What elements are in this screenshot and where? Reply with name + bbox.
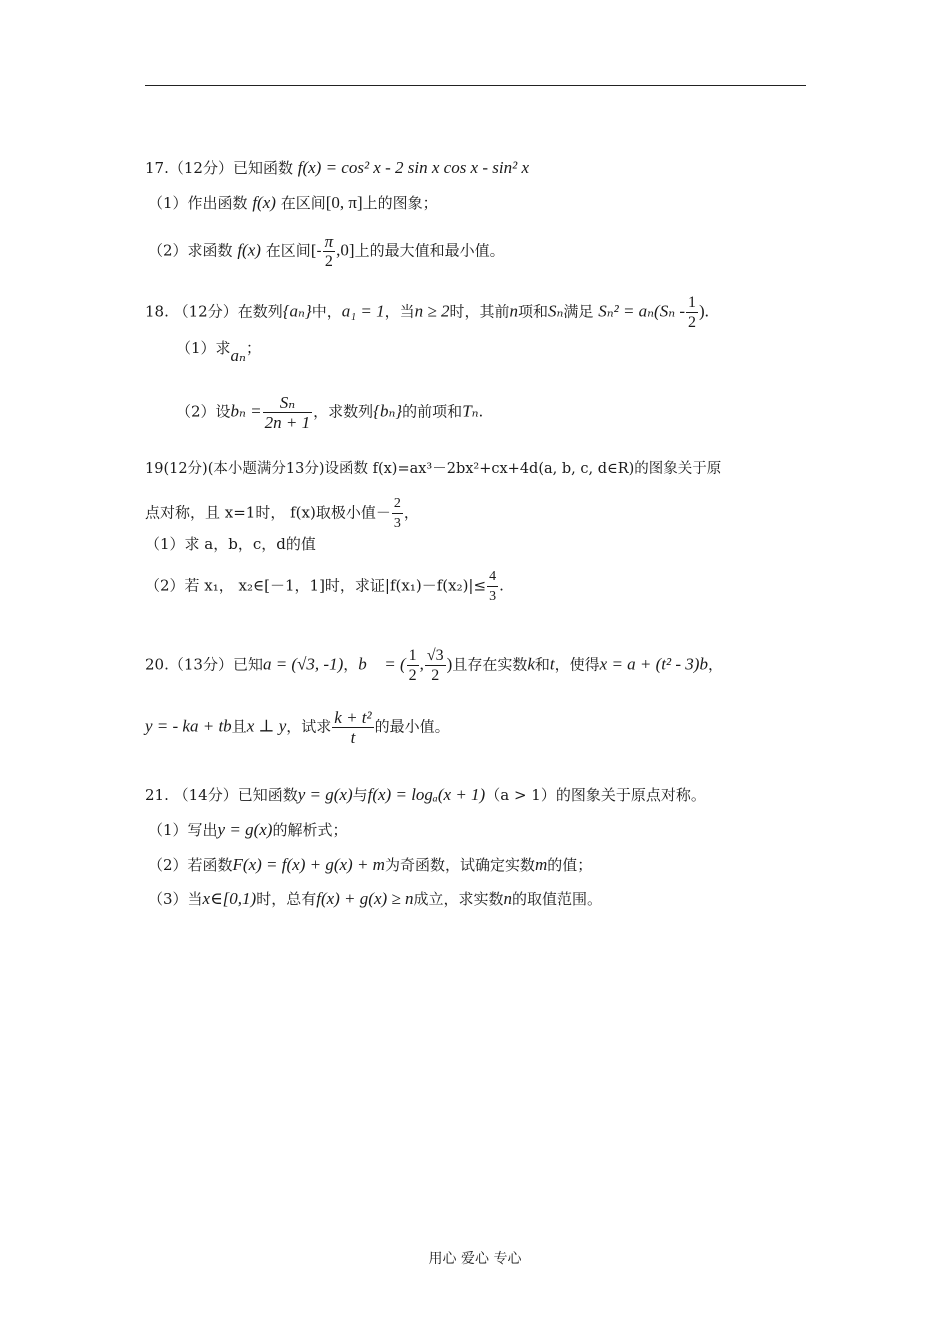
text: 上的最大值和最小值。 bbox=[354, 241, 505, 260]
fraction-denominator: 2 bbox=[431, 667, 440, 684]
problem-18-sub1 bbox=[176, 338, 261, 365]
math-x-range: x∈[0,1) bbox=[202, 889, 257, 908]
problem-17-sub2 bbox=[148, 232, 505, 271]
math-init: a₁ = 1 bbox=[341, 301, 385, 321]
text: ， bbox=[343, 655, 359, 674]
fraction-denominator: t bbox=[350, 728, 356, 747]
math-x-def: x = a + (t² - 3)b bbox=[599, 654, 708, 674]
text: 的图象关于原点对称。 bbox=[555, 786, 706, 804]
fraction-numerator: 1 bbox=[408, 647, 417, 664]
text: ，试求 bbox=[286, 717, 332, 736]
math-cond: （a > 1） bbox=[485, 786, 556, 804]
math-sn: Sₙ bbox=[548, 301, 564, 321]
math-g: y = g(x) bbox=[217, 820, 273, 839]
text: . bbox=[499, 576, 504, 595]
problem-21-label: 21. （14分）已知函数 bbox=[145, 786, 298, 804]
problem-19-line1: 19(12分)(本小题满分13分)设函数 f(x)=ax³－2bx²+cx+4d(a, b, c, d∈R)的图象关于原 bbox=[145, 461, 722, 477]
text: 上的图象； bbox=[362, 194, 438, 212]
problem-20-line2 bbox=[145, 708, 450, 747]
math-f-log: f(x) = logₐ(x + 1) bbox=[367, 785, 486, 804]
math-an: aₙ bbox=[230, 346, 246, 365]
math-sep: , bbox=[419, 654, 424, 674]
math-ineq: f(x) + g(x) ≥ n bbox=[316, 889, 414, 908]
problem-19-line2 bbox=[145, 494, 419, 533]
text: 时，总有 bbox=[256, 890, 317, 908]
text: 且 bbox=[231, 717, 247, 736]
text: 成立，求实数 bbox=[413, 890, 504, 908]
math-m: m bbox=[534, 855, 548, 874]
text: ，使得 bbox=[554, 655, 600, 674]
page-footer: 用心 爱心 专心 bbox=[428, 1251, 522, 1267]
fraction-numerator: Sₙ bbox=[263, 393, 312, 413]
math-perp: x ⊥ y bbox=[246, 716, 287, 736]
header-rule bbox=[145, 85, 806, 86]
problem-17-sub1 bbox=[148, 193, 438, 213]
problem-17-label: 17.（12分）已知函数 bbox=[145, 159, 293, 177]
text: （1）求 bbox=[176, 339, 231, 357]
text: （1）写出 bbox=[148, 821, 218, 839]
text: 点对称，且 x=1时， f(x)取极小值－ bbox=[145, 503, 391, 522]
text: 的取值范围。 bbox=[512, 890, 603, 908]
fraction-numerator: √3 bbox=[426, 647, 444, 664]
math-tail: ,0] bbox=[336, 240, 355, 260]
math-n: n bbox=[509, 301, 518, 321]
text: ， bbox=[707, 655, 723, 674]
fraction-numerator: 2 bbox=[392, 494, 403, 514]
math-g: y = g(x) bbox=[297, 785, 353, 804]
fraction-two-thirds bbox=[392, 494, 403, 533]
math-seq: {aₙ} bbox=[282, 301, 312, 321]
math-interval: [0, π] bbox=[325, 193, 363, 212]
math-fx: f(x) bbox=[252, 193, 276, 212]
text: 项和 bbox=[518, 302, 549, 321]
fraction-quotient bbox=[332, 708, 373, 747]
fraction-numerator: 1 bbox=[688, 294, 697, 311]
text: ，求数列 bbox=[313, 402, 374, 421]
text: ； bbox=[245, 339, 261, 357]
problem-21-sub1 bbox=[148, 820, 347, 840]
math-n: n bbox=[503, 889, 512, 908]
problem-18-sub2 bbox=[176, 393, 483, 432]
fraction-numerator: π bbox=[324, 232, 334, 251]
fraction-denominator: 2 bbox=[324, 253, 333, 270]
text: 和 bbox=[534, 655, 550, 674]
problem-19-sub2 bbox=[145, 567, 504, 606]
problem-19-sub1: （1）求 a，b，c，d的值 bbox=[145, 535, 316, 553]
text: 与 bbox=[352, 786, 368, 804]
math-vector-b: b⃗ = ( bbox=[358, 654, 406, 674]
problem-18-label: 18. （12分）在数列 bbox=[145, 302, 283, 321]
text: （1）作出函数 bbox=[148, 194, 248, 212]
math-cond: n ≥ 2 bbox=[414, 301, 450, 321]
math-relation-right: ). bbox=[699, 301, 709, 321]
math-fx: f(x) bbox=[237, 240, 261, 260]
problem-21-sub2 bbox=[148, 855, 592, 875]
text: （2）若 x₁， x₂∈[－1，1]时，求证|f(x₁)－f(x₂)|≤ bbox=[145, 576, 487, 595]
fraction-b2 bbox=[425, 646, 446, 685]
math-paren: ) bbox=[446, 654, 453, 674]
problem-17-statement bbox=[145, 158, 529, 178]
fraction-four-thirds bbox=[487, 567, 498, 606]
text: 的前项和 bbox=[402, 402, 463, 421]
text: 满足 bbox=[563, 302, 594, 321]
text: 中， bbox=[311, 302, 342, 321]
fraction-numerator: k + t² bbox=[334, 708, 372, 727]
text: （2）设 bbox=[176, 402, 231, 421]
math-vector-a: a = (√3, -1) bbox=[262, 654, 344, 674]
text: 的解析式； bbox=[272, 821, 348, 839]
text: 为奇函数，试确定实数 bbox=[384, 856, 535, 874]
text: . bbox=[478, 402, 484, 421]
math-seq: {bₙ} bbox=[373, 401, 403, 421]
math-tn: Tₙ bbox=[462, 401, 479, 421]
math-relation-left: Sₙ² = aₙ(Sₙ - bbox=[598, 301, 686, 321]
text: （2）求函数 bbox=[148, 241, 233, 260]
text: ，当 bbox=[384, 302, 415, 321]
fraction-numerator: 4 bbox=[487, 567, 498, 587]
problem-21-sub3 bbox=[148, 889, 602, 909]
fraction-denominator: 2 bbox=[408, 667, 417, 684]
problem-21-statement bbox=[145, 785, 706, 805]
text: 在区间[- bbox=[265, 241, 322, 260]
math-y-def: y = - ka + tb bbox=[145, 716, 232, 736]
fraction-sn-over-2n1 bbox=[263, 393, 312, 432]
text: 在区间 bbox=[280, 194, 326, 212]
fraction-denominator: 3 bbox=[489, 589, 497, 604]
math-t: t bbox=[549, 654, 555, 674]
math-F: F(x) = f(x) + g(x) + m bbox=[232, 855, 385, 874]
math-k: k bbox=[527, 654, 535, 674]
fraction-pi-over-2 bbox=[323, 232, 336, 271]
problem-18-statement bbox=[145, 293, 709, 332]
fraction-denominator: 3 bbox=[393, 516, 401, 531]
problem-17-formula: f(x) = cos² x - 2 sin x cos x - sin² x bbox=[297, 158, 529, 177]
fraction-one-half bbox=[686, 293, 698, 332]
text: 的值； bbox=[547, 856, 593, 874]
text: 时，其前 bbox=[449, 302, 510, 321]
problem-20-label: 20.（13分）已知 bbox=[145, 655, 263, 674]
text: 且存在实数 bbox=[452, 655, 528, 674]
fraction-denominator: 2 bbox=[688, 314, 697, 331]
text: ， bbox=[403, 503, 419, 522]
fraction-denominator: 2n + 1 bbox=[264, 413, 311, 432]
problem-20-line1 bbox=[145, 646, 723, 685]
text: （3）当 bbox=[148, 890, 203, 908]
math-bn: bₙ = bbox=[230, 401, 262, 421]
text: （2）若函数 bbox=[148, 856, 233, 874]
fraction-b1 bbox=[407, 646, 419, 685]
text: 的最小值。 bbox=[374, 717, 450, 736]
